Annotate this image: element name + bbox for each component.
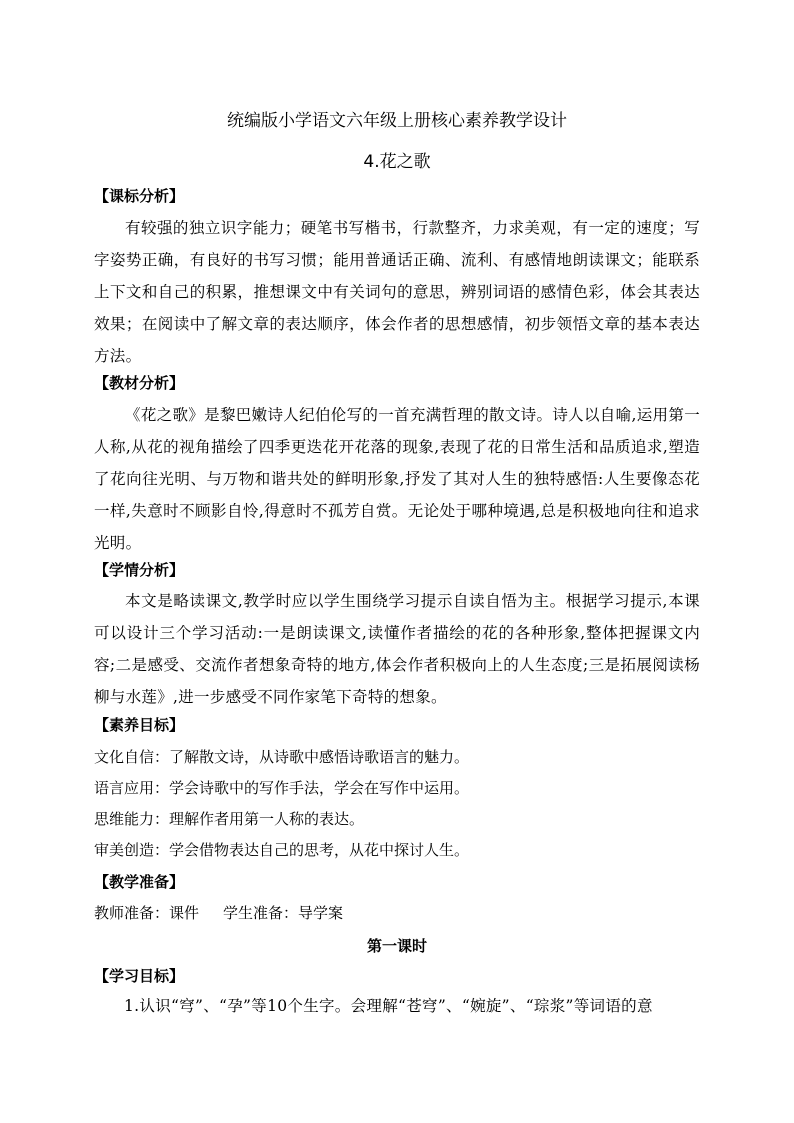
document-title: 统编版小学语文六年级上册核心素养教学设计	[227, 111, 567, 131]
preparation-line	[94, 903, 343, 923]
preparation-heading: 【教学准备】	[94, 873, 185, 891]
students-heading: 【学情分析】	[94, 561, 185, 579]
goal-thinking: 思维能力：理解作者用第一人称的表达。	[94, 810, 365, 828]
period-heading: 第一课时	[366, 937, 427, 955]
student-preparation: 学生准备：导学案	[223, 904, 344, 922]
textbook-paragraph: 《花之歌》是黎巴嫩诗人纪伯伦写的一首充满哲理的散文诗。诗人以自喻,运用第一人称,从花的视角描绘了四季更迭花开花落的现象,表现了花的日常生活和品质追求,塑造了花向往光明、与万物和谐共处的鲜明形象,抒发了其对人生的独特感悟:人生要像态花一样,失意时不顾影自怜,得意时不孤芳自赏。无论处于哪种境遇,总是积极地向往和追求光明。	[94, 406, 700, 552]
goal-language: 语言应用：学会诗歌中的写作手法，学会在写作中运用。	[94, 779, 470, 797]
objective-item-1: 1.认识“穹”、“孕”等10个生字。会理解“苍穹”、“婉旋”、“琮浆”等词语的意	[124, 997, 653, 1015]
curriculum-paragraph: 有较强的独立识字能力；硬笔书写楷书，行款整齐，力求美观，有一定的速度；写字姿势正确，有良好的书写习惯；能用普通话正确、流利、有感情地朗读课文；能联系上下文和自己的积累，推想课文中有关词句的意思，辨别词语的感情色彩，体会其表达效果；在阅读中了解文章的表达顺序，体会作者的思想感情，初步领悟文章的基本表达方法。	[94, 219, 700, 365]
goal-culture: 文化自信：了解散文诗，从诗歌中感悟诗歌语言的魅力。	[94, 748, 470, 766]
curriculum-heading: 【课标分析】	[94, 187, 185, 205]
teacher-preparation: 教师准备：课件	[94, 904, 200, 922]
lesson-title: 4.花之歌	[363, 152, 431, 172]
textbook-heading: 【教材分析】	[94, 374, 185, 392]
goal-aesthetic: 审美创造：学会借物表达自己的思考，从花中探讨人生。	[94, 841, 470, 859]
students-paragraph: 本文是略读课文,教学时应以学生围绕学习提示自读自悟为主。根据学习提示,本课可以设计三个学习活动:一是朗读课文,读懂作者描绘的花的各种形象,整体把握课文内容;二是感受、交流作者想象奇特的地方,体会作者积极向上的人生态度;三是拓展阅读杨柳与水莲》,进一步感受不同作家笔下奇特的想象。	[94, 592, 700, 706]
goals-heading: 【素养目标】	[94, 716, 185, 734]
objectives-heading: 【学习目标】	[94, 967, 185, 985]
